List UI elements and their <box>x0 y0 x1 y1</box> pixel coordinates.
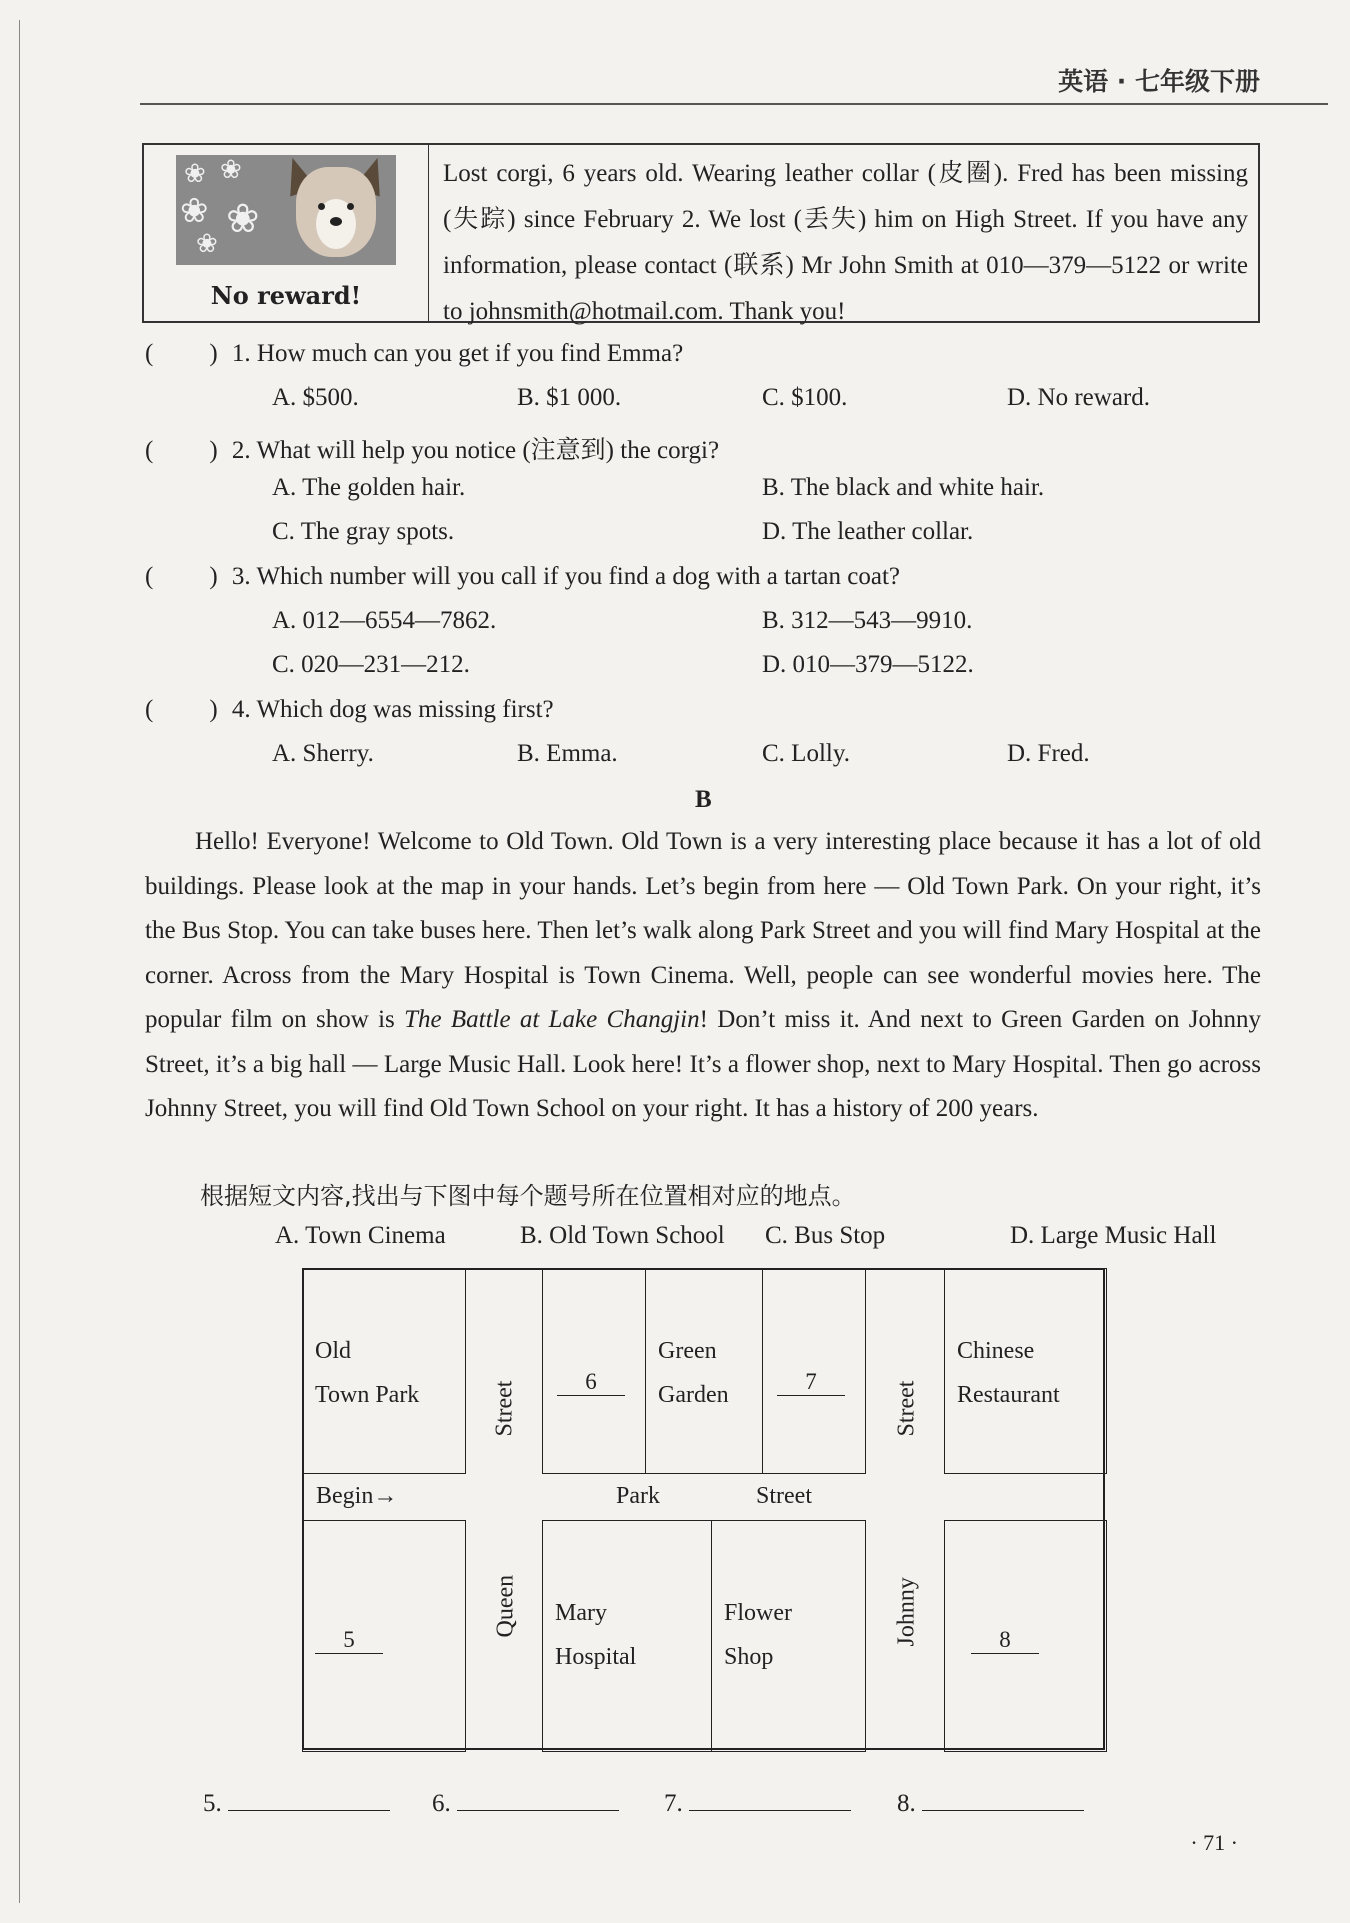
option: B. $1 000. <box>517 384 622 411</box>
street-label: Street <box>491 1380 518 1437</box>
option: C. Lolly. <box>762 740 850 767</box>
question-stem: 3. Which number will you call if you find a dog with a tartan coat? <box>231 563 901 590</box>
answer-blank[interactable] <box>457 1788 619 1811</box>
choice-d: D. Large Music Hall <box>1010 1222 1217 1249</box>
option: B. 312—543—9910. <box>762 607 973 634</box>
question-stem: 2. What will help you notice (注意到) the corgi? <box>231 437 720 464</box>
page-number: · 71 · <box>1190 1830 1238 1855</box>
choice-b: B. Old Town School <box>520 1222 725 1249</box>
answer-6: 6. <box>432 1788 619 1818</box>
paw-icon: ❀ <box>226 196 260 241</box>
block-6 <box>542 1268 646 1474</box>
option: A. 012—6554—7862. <box>272 607 497 634</box>
answer-8: 8. <box>897 1788 1084 1818</box>
block-old-town-park: Old Town Park <box>302 1268 466 1474</box>
option: D. The leather collar. <box>762 518 974 545</box>
begin-label: Begin→ <box>316 1483 398 1509</box>
option: B. Emma. <box>517 740 618 767</box>
option: D. 010—379—5122. <box>762 651 974 678</box>
option: A. Sherry. <box>272 740 374 767</box>
choice-c: C. Bus Stop <box>765 1222 886 1249</box>
answer-blank[interactable] <box>922 1788 1084 1811</box>
film-title: The Battle at Lake Changjin <box>404 1006 700 1033</box>
question-2: ( ) 2. What will help you notice (注意到) the corgi? <box>145 437 720 464</box>
block-green-garden: Green Garden <box>645 1268 763 1474</box>
answer-5: 5. <box>203 1788 390 1818</box>
question-4: ( ) 4. Which dog was missing first? <box>145 696 554 723</box>
answer-7: 7. <box>664 1788 851 1818</box>
map-number-7: 7 <box>777 1369 845 1396</box>
option: D. No reward. <box>1007 384 1151 411</box>
lost-dog-notice <box>142 143 1260 323</box>
page-header-title: 英语 · 七年级下册 <box>1058 67 1260 96</box>
no-reward-label: No reward! <box>210 281 362 310</box>
map-number-6: 6 <box>557 1369 625 1396</box>
header-rule <box>140 103 1328 105</box>
answer-blank[interactable] <box>228 1788 390 1811</box>
old-town-map <box>302 1268 1105 1750</box>
map-instruction: 根据短文内容,找出与下图中每个题号所在位置相对应的地点。 <box>200 1182 856 1210</box>
choice-a: A. Town Cinema <box>275 1222 446 1249</box>
left-margin-rule <box>19 20 20 1903</box>
question-3: ( ) 3. Which number will you call if you find a dog with a tartan coat? <box>145 563 901 590</box>
block-mary-hospital: Mary Hospital <box>542 1520 712 1752</box>
option: C. 020—231—212. <box>272 651 470 678</box>
paw-icon: ❀ <box>180 193 209 230</box>
dog-nose-icon <box>330 217 342 226</box>
park-street-label: Park <box>616 1483 660 1509</box>
paw-icon: ❀ <box>184 159 206 188</box>
option: D. Fred. <box>1007 740 1090 767</box>
option: C. $100. <box>762 384 848 411</box>
question-stem: 4. Which dog was missing first? <box>231 696 554 723</box>
notice-photo-panel <box>144 145 429 321</box>
map-number-5: 5 <box>315 1627 383 1654</box>
corgi-photo <box>176 155 396 265</box>
section-b-heading: B <box>695 786 712 813</box>
block-5 <box>302 1520 466 1752</box>
paw-icon: ❀ <box>196 229 218 258</box>
block-8 <box>944 1520 1107 1752</box>
option: B. The black and white hair. <box>762 474 1045 501</box>
dog-eye-icon <box>347 203 354 210</box>
queen-street-label: Queen <box>492 1574 519 1638</box>
block-7 <box>762 1268 866 1474</box>
section-b-passage: Hello! Everyone! Welcome to Old Town. Old Town is a very interesting place because it has a lot of old buildings. Please look at the map in your hands. Let’s begin from here — Old Town Park. On your right, it’s the Bus Stop. You can take buses here. Then let’s walk along Park Street and you will find Mary Hospital at the corner. Across from the Mary Hospital is Town Cinema. Well, people can see wonderful movies here. The popular film on show is The Battle at Lake Changjin! Don’t miss it. And next to Green Garden on Johnny Street, it’s a big hall — Large Music Hall. Look here! It’s a flower shop, next to Mary Hospital. Then go across Johnny Street, you will find Old Town School on your right. It has a history of 200 years. <box>145 828 1261 1122</box>
question-stem: 1. How much can you get if you find Emma? <box>231 340 684 367</box>
johnny-street-label: Johnny <box>893 1577 920 1647</box>
park-street-label: Street <box>756 1483 812 1509</box>
question-1: ( ) 1. How much can you get if you find Emma? <box>145 340 684 367</box>
dog-eye-icon <box>318 203 325 210</box>
notice-text: Lost corgi, 6 years old. Wearing leather collar (皮圈). Fred has been missing (失踪) since February 2. We lost (丢失) him on High Street. If you have any information, please contact (联系) Mr John Smith at 010—379—5122 or write to johnsmith@hotmail.com. Thank you! <box>443 160 1248 325</box>
block-flower-shop: Flower Shop <box>711 1520 866 1752</box>
street-label: Street <box>893 1380 920 1437</box>
map-number-8: 8 <box>971 1627 1039 1654</box>
paw-icon: ❀ <box>220 155 242 184</box>
answer-blank[interactable] <box>689 1788 851 1811</box>
option: C. The gray spots. <box>272 518 455 545</box>
option: A. $500. <box>272 384 359 411</box>
option: A. The golden hair. <box>272 474 466 501</box>
block-chinese-restaurant: Chinese Restaurant <box>944 1268 1107 1474</box>
